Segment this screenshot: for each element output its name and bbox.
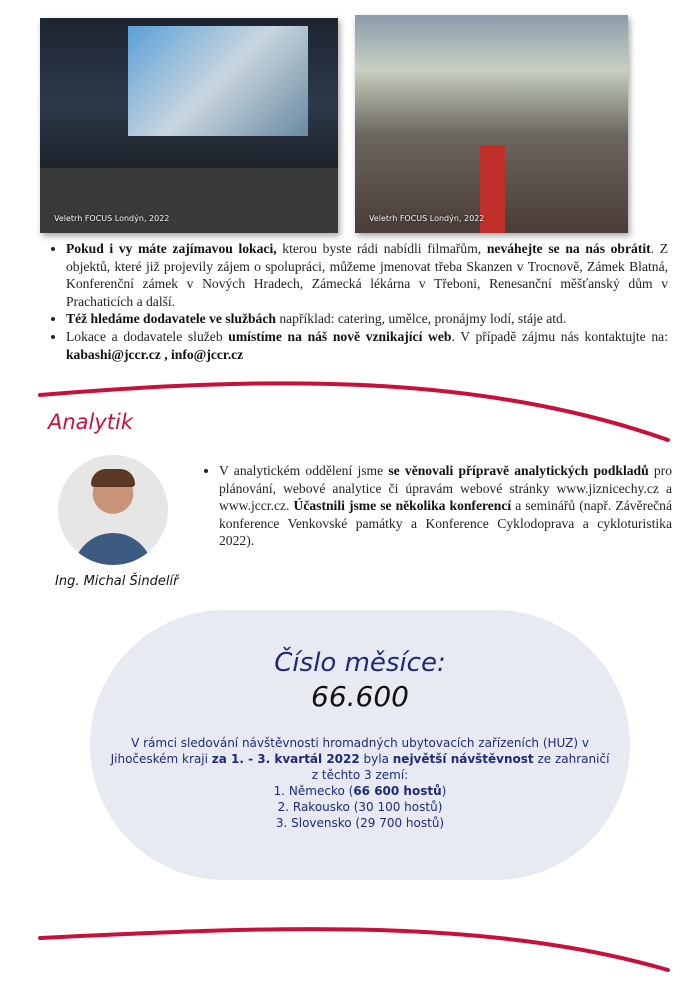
bullet-item: • V analytickém oddělení jsme se věnovali přípravě analytických podkladů pro plánování, webové analytice či úpravám webové stránky www.jiznicechy.cz a www.jccr.cz. Účastnili jsme se několika konferencí a seminářů (např. Závěrečná konference Venkovské památky a Konference Cyklodoprava a cykloturistika 2022). xyxy=(219,462,672,550)
photo-caption: Veletrh FOCUS Londýn, 2022 xyxy=(54,214,170,223)
avatar xyxy=(58,455,168,565)
number-of-month-panel xyxy=(90,610,630,880)
photo-caption: Veletrh FOCUS Londýn, 2022 xyxy=(369,214,485,223)
contact-emails: kabashi@jccr.cz , info@jccr.cz xyxy=(66,346,244,362)
bullet-item: • Též hledáme dodavatele ve službách například: catering, umělce, pronájmy lodí, stáje atd. xyxy=(66,310,668,328)
bullet-item: • Pokud i vy máte zajímavou lokaci, kterou byste rádi nabídli filmařům, neváhejte se na nás obrátit. Z objektů, které již projevily zájem o spolupráci, můžeme jmenovat třeba Skanzen v Trocnově, Zámek Blatná, Konferenční zámek v Nových Hradech, Zámecká lékárna v Třeboni, Renesanční měšťanský dům v Prachaticích a další. xyxy=(66,240,668,310)
analytik-bullets xyxy=(205,462,672,550)
person-name: Ing. Michal Šindelíř xyxy=(55,574,179,589)
number-title: Číslo měsíce: xyxy=(274,648,446,678)
bullet-item: • Lokace a dodavatele služeb umístíme na náš nově vznikající web. V případě zájmu nás kontaktujte na: kabashi@jccr.cz , info@jccr.cz xyxy=(66,328,668,363)
section-heading-analytik: Analytik xyxy=(48,410,134,434)
number-value: 66.600 xyxy=(311,680,409,713)
number-description: V rámci sledování návštěvnosti hromadných ubytovacích zařízeních (HUZ) v Jihočeském kraji za 1. - 3. kvartál 2022 byla největší návštěvnost ze zahraničí z těchto 3 zemí: 1. Německo (66 600 hostů) 2. Rakousko (30 100 hostů) 3. Slovensko (29 700 hostů) xyxy=(110,736,610,830)
